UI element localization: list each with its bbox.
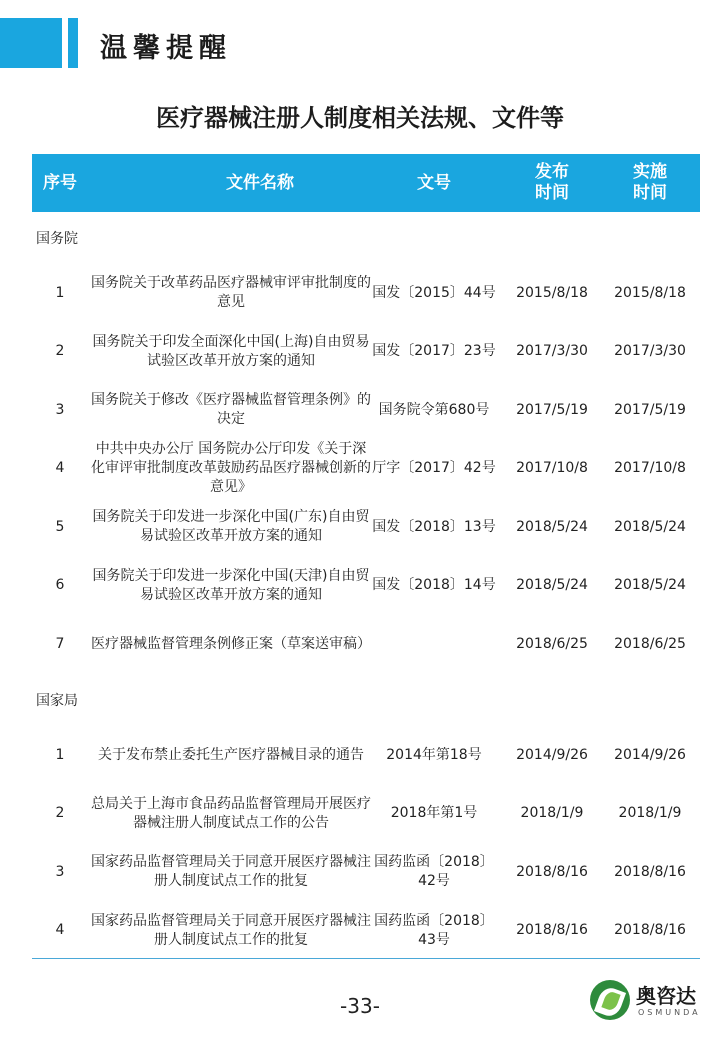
- publish-date: 2015/8/18: [516, 284, 588, 301]
- document-number: 国药监函〔2018〕43号: [374, 912, 494, 948]
- row-number: 3: [55, 863, 65, 880]
- document-number: 国发〔2018〕14号: [372, 577, 496, 593]
- publish-date: 2014/9/26: [516, 746, 588, 763]
- document-name: 国务院关于印发全面深化中国(上海)自由贸易试验区改革开放方案的通知: [92, 333, 370, 369]
- document-name: 国务院关于改革药品医疗器械审评审批制度的意见: [91, 275, 371, 310]
- effective-date: 2018/8/16: [614, 922, 686, 938]
- row-number: 6: [55, 577, 65, 593]
- publish-date: 2017/5/19: [516, 401, 588, 418]
- publish-date: 2018/5/24: [516, 577, 588, 593]
- company-logo: [590, 978, 710, 1028]
- row-number: 3: [55, 401, 65, 418]
- document-name: 医疗器械监督管理条例修正案（草案送审稿）: [91, 635, 371, 652]
- publish-date: 2018/1/9: [520, 805, 584, 821]
- row-number: 1: [55, 746, 65, 763]
- document-number: 国发〔2015〕44号: [372, 284, 496, 301]
- document-number: 国发〔2017〕23号: [372, 343, 496, 359]
- document-name: 国务院关于修改《医疗器械监督管理条例》的决定: [91, 392, 371, 427]
- table-header: [32, 154, 700, 212]
- document-name: 总局关于上海市食品药品监督管理局开展医疗器械注册人制度试点工作的公告: [91, 795, 371, 831]
- document-number: 厅字〔2017〕42号: [372, 460, 496, 476]
- header-accent-block: [0, 18, 62, 68]
- header-title: 温馨提醒: [100, 33, 232, 64]
- logo-text: 奥咨达: [636, 984, 696, 1008]
- document-title: 医疗器械注册人制度相关法规、文件等: [156, 104, 564, 132]
- document-number: 国务院令第680号: [378, 401, 490, 418]
- document-name: 国务院关于印发进一步深化中国(广东)自由贸易试验区改革开放方案的通知: [92, 509, 370, 544]
- effective-date: 2018/6/25: [614, 635, 686, 652]
- publish-date: 2017/10/8: [516, 460, 588, 476]
- table-row: [32, 843, 700, 901]
- table-row: [32, 557, 700, 615]
- table-row: [32, 323, 700, 381]
- table-row: [32, 726, 700, 784]
- row-number: 7: [55, 635, 65, 652]
- document-number: 国药监函〔2018〕42号: [374, 854, 494, 889]
- row-number: 5: [55, 518, 65, 535]
- column-header-effective-date: 实施 时间: [633, 162, 667, 203]
- document-name: 关于发布禁止委托生产医疗器械目录的通告: [98, 746, 364, 763]
- table-row: [32, 381, 700, 439]
- document-number: 2014年第18号: [386, 746, 482, 763]
- table-row: [32, 615, 700, 673]
- effective-date: 2014/9/26: [614, 746, 686, 763]
- logo-leaf-icon: [590, 980, 630, 1020]
- document-name: 中共中央办公厅 国务院办公厅印发《关于深化审评审批制度改革鼓励药品医疗器械创新的意见》: [91, 441, 371, 495]
- section-label: 国家局: [36, 693, 78, 709]
- document-number: [372, 615, 496, 673]
- effective-date: 2018/5/24: [614, 518, 686, 535]
- column-header-no: 序号: [43, 172, 77, 193]
- column-header-doc-number: 文号: [417, 172, 451, 193]
- effective-date: 2018/5/24: [614, 577, 686, 593]
- effective-date: 2017/5/19: [614, 401, 686, 418]
- column-header-publish-date: 发布 时间: [535, 162, 569, 203]
- table-row: [32, 902, 700, 960]
- effective-date: 2017/3/30: [614, 343, 686, 359]
- document-number: 国发〔2018〕13号: [372, 518, 496, 535]
- row-number: 1: [55, 284, 65, 301]
- row-number: 4: [55, 460, 65, 476]
- table-row: [32, 440, 700, 498]
- document-name: 国家药品监督管理局关于同意开展医疗器械注册人制度试点工作的批复: [91, 854, 371, 889]
- effective-date: 2018/1/9: [618, 805, 682, 821]
- table-row: [32, 498, 700, 556]
- page-number: -33-: [340, 994, 380, 1018]
- document-name: 国务院关于印发进一步深化中国(天津)自由贸易试验区改革开放方案的通知: [92, 567, 370, 603]
- logo-subtext: OSMUNDA: [638, 1008, 701, 1017]
- table-bottom-divider: [32, 958, 700, 959]
- document-name: 国家药品监督管理局关于同意开展医疗器械注册人制度试点工作的批复: [91, 912, 371, 948]
- document-number: 2018年第1号: [390, 805, 478, 821]
- publish-date: 2018/6/25: [516, 635, 588, 652]
- publish-date: 2018/8/16: [516, 922, 588, 938]
- row-number: 2: [55, 343, 65, 359]
- column-header-name: 文件名称: [226, 172, 294, 193]
- row-number: 4: [55, 922, 65, 938]
- effective-date: 2015/8/18: [614, 284, 686, 301]
- section-label: 国务院: [36, 231, 78, 247]
- effective-date: 2017/10/8: [614, 460, 686, 476]
- table-row: [32, 785, 700, 843]
- publish-date: 2018/8/16: [516, 863, 588, 880]
- table-row: [32, 264, 700, 322]
- header-accent-stripe: [68, 18, 78, 68]
- effective-date: 2018/8/16: [614, 863, 686, 880]
- row-number: 2: [55, 805, 65, 821]
- publish-date: 2017/3/30: [516, 343, 588, 359]
- publish-date: 2018/5/24: [516, 518, 588, 535]
